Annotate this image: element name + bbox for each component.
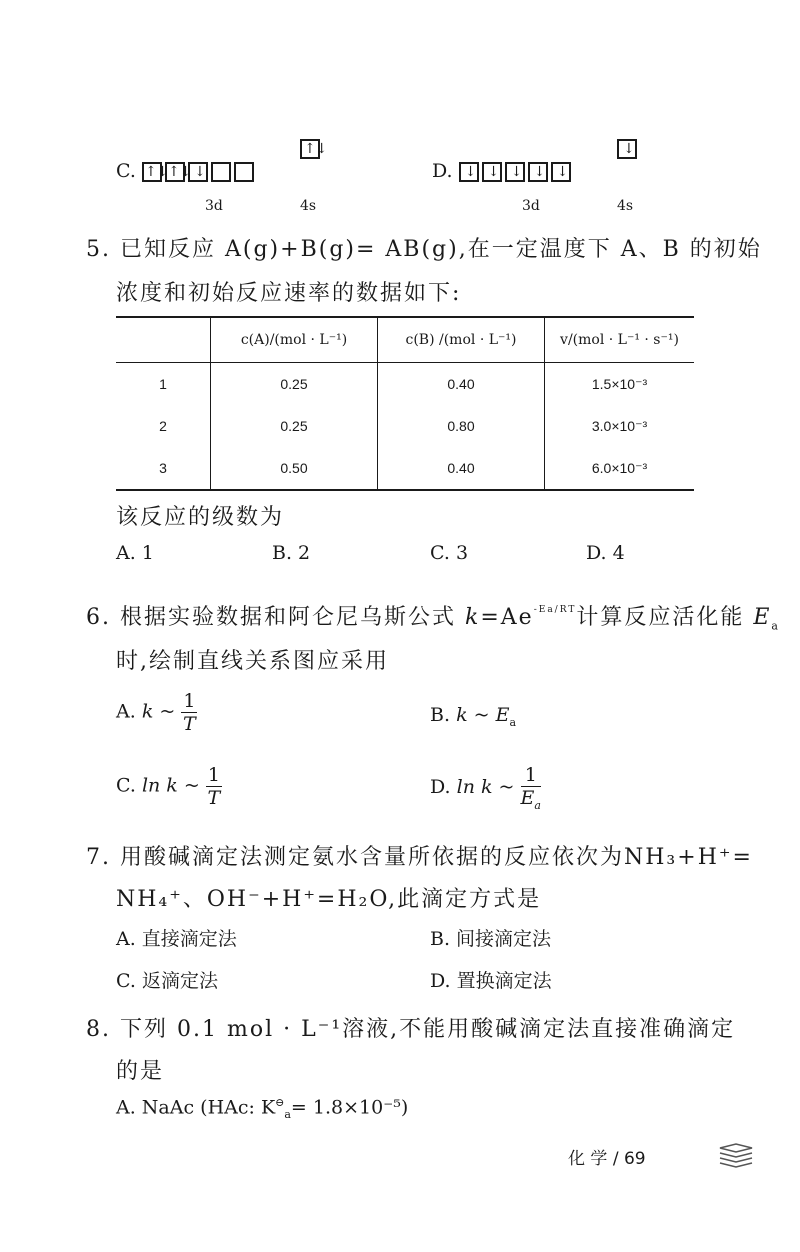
table-cell: 3.0×10⁻³ — [545, 405, 695, 447]
table-row — [116, 447, 694, 490]
q6-option-b-lhs: k ~ E — [456, 704, 510, 726]
table-header-cell — [116, 317, 211, 363]
q8-text-line2: 的是 — [116, 1059, 165, 1084]
table-header-cell: c(A)/(mol · L⁻¹) — [211, 317, 378, 363]
q6-option-d-letter: D. — [430, 775, 451, 798]
orbital-arrow: ↓ — [464, 164, 477, 180]
orbital-box — [211, 162, 231, 182]
q8-option-a-tail: = 1.8×10⁻⁵) — [290, 1096, 409, 1119]
orbital-arrow: ↓ — [487, 164, 500, 180]
orbital-arrow: ↓ — [193, 164, 206, 180]
orbital-box — [482, 162, 502, 182]
q5-number: 5. — [86, 237, 111, 262]
q6-option-c[interactable] — [116, 764, 222, 809]
orbital-box — [551, 162, 571, 182]
table-header-cell: v/(mol · L⁻¹ · s⁻¹) — [545, 317, 695, 363]
orbital-arrow: ↓ — [623, 140, 635, 157]
q7-line1 — [86, 840, 753, 871]
q6-formula-k: k — [465, 605, 481, 630]
footer-subject: 化 学 — [568, 1149, 608, 1169]
table-cell: 0.40 — [378, 447, 545, 490]
q7-text-line2: NH₄⁺、OH⁻+H⁺=H₂O,此滴定方式是 — [116, 887, 542, 912]
orbital-box — [165, 162, 192, 182]
q4-option-d[interactable] — [432, 160, 574, 182]
q6-text-line1: 根据实验数据和阿仑尼乌斯公式 — [120, 605, 457, 630]
q5-option-b[interactable]: B. 2 — [272, 542, 311, 564]
q6-ea-sub: a — [771, 619, 780, 633]
orbital-box — [142, 162, 169, 182]
q6-option-a-lhs: k ~ — [141, 700, 176, 723]
table-header-cell: c(B) /(mol · L⁻¹) — [378, 317, 545, 363]
q6-ea: E — [753, 605, 772, 630]
q6-option-c-letter: C. — [116, 774, 136, 797]
q5-data-table — [116, 316, 694, 491]
q6-option-b[interactable] — [430, 704, 516, 729]
q4-option-c-4s-label: 4s — [300, 198, 317, 214]
page-footer — [568, 1144, 646, 1169]
q6-text-line2: 时,绘制直线关系图应采用 — [116, 649, 389, 674]
table-cell: 0.40 — [378, 363, 545, 406]
table-cell: 0.80 — [378, 405, 545, 447]
book-icon — [718, 1140, 754, 1174]
fraction-numerator: 1 — [207, 764, 220, 786]
table-cell: 0.50 — [211, 447, 378, 490]
fraction-denominator: T — [183, 713, 196, 735]
q7-number: 7. — [86, 845, 111, 870]
q5-option-a[interactable]: A. 1 — [116, 542, 154, 564]
fraction-denominator: E — [520, 787, 535, 809]
table-cell: 2 — [159, 418, 167, 434]
table-cell: 1 — [159, 376, 167, 392]
table-row — [116, 405, 694, 447]
q6-option-b-letter: B. — [430, 704, 451, 726]
orbital-box — [505, 162, 525, 182]
orbital-box — [528, 162, 548, 182]
q7-option-a[interactable]: A. 直接滴定法 — [116, 928, 237, 950]
q6-option-d[interactable] — [430, 764, 541, 812]
q5-line1 — [86, 232, 762, 263]
q4-option-c-3d-label: 3d — [205, 198, 223, 214]
page-number: 69 — [623, 1149, 646, 1169]
orbital-arrow: ↑↓ — [167, 164, 192, 180]
q7-option-d[interactable]: D. 置换滴定法 — [430, 970, 552, 992]
q5-text-line1: 已知反应 A(g)+B(g)= AB(g),在一定温度下 A、B 的初始 — [120, 237, 762, 262]
table-cell: 3 — [116, 447, 211, 490]
orbital-arrow: ↓ — [556, 164, 569, 180]
q6-line1 — [86, 600, 780, 632]
q6-formula-exponent: -Ea/RT — [533, 604, 577, 615]
orbital-box — [234, 162, 254, 182]
q8-text-line1: 下列 0.1 mol · L⁻¹溶液,不能用酸碱滴定法直接准确滴定 — [120, 1017, 736, 1042]
q6-option-a[interactable] — [116, 690, 197, 735]
table-row — [116, 363, 694, 406]
q8-line1 — [86, 1012, 735, 1043]
q4-option-c-4s-orbital — [300, 138, 328, 159]
orbital-box — [188, 162, 208, 182]
q6-option-a-letter: A. — [116, 700, 136, 723]
q5-text-line2: 浓度和初始反应速率的数据如下: — [116, 281, 462, 306]
table-cell: 0.25 — [211, 405, 378, 447]
q8-option-a-text: A. NaAc (HAc: K — [116, 1096, 276, 1119]
table-cell: 6.0×10⁻³ — [545, 447, 695, 490]
table-header-row — [116, 317, 694, 363]
orbital-arrow: ↓ — [533, 164, 546, 180]
orbital-arrow: ↑↓ — [304, 140, 328, 157]
q4-option-d-letter: D. — [432, 160, 453, 182]
q7-text-line1: 用酸碱滴定法测定氨水含量所依据的反应依次为NH₃+H⁺= — [120, 845, 753, 870]
table-cell: 1.5×10⁻³ — [545, 363, 695, 406]
fraction-denominator-sub: a — [534, 798, 541, 812]
q8-number: 8. — [86, 1017, 111, 1042]
q6-option-d-lhs: ln k ~ — [456, 775, 515, 798]
q7-option-c[interactable]: C. 返滴定法 — [116, 970, 218, 992]
q5-option-c[interactable]: C. 3 — [430, 542, 469, 564]
q4-option-d-3d-orbitals — [459, 160, 574, 182]
q5-option-d[interactable]: D. 4 — [586, 542, 625, 564]
q8-option-a[interactable] — [116, 1096, 408, 1121]
fraction-numerator: 1 — [521, 764, 541, 787]
q6-formula-eq: =Ae — [480, 605, 534, 630]
orbital-box — [459, 162, 479, 182]
q4-option-d-4s-label: 4s — [617, 198, 634, 214]
q8-option-a-sub: a — [284, 1108, 291, 1122]
q6-option-c-lhs: ln k ~ — [141, 774, 200, 797]
q4-option-c[interactable] — [116, 160, 257, 182]
q7-option-b[interactable]: B. 间接滴定法 — [430, 928, 552, 950]
q4-option-d-4s-orbital — [617, 138, 640, 159]
q4-option-c-letter: C. — [116, 160, 136, 182]
q6-option-b-sub: a — [509, 715, 517, 729]
q5-ask: 该反应的级数为 — [116, 505, 285, 530]
q6-number: 6. — [86, 605, 111, 630]
fraction-denominator: T — [207, 787, 221, 809]
orbital-arrow: ↓ — [510, 164, 523, 180]
q4-option-d-3d-label: 3d — [522, 198, 540, 214]
orbital-arrow: ↑↓ — [144, 164, 169, 180]
q4-option-c-3d-orbitals — [142, 160, 257, 182]
fraction-numerator: 1 — [183, 690, 196, 712]
q8-option-a-sup: ⊖ — [275, 1096, 285, 1109]
q6-text-line1b: 计算反应活化能 — [576, 605, 745, 630]
footer-slash: / — [612, 1149, 619, 1169]
table-cell: 0.25 — [211, 363, 378, 406]
